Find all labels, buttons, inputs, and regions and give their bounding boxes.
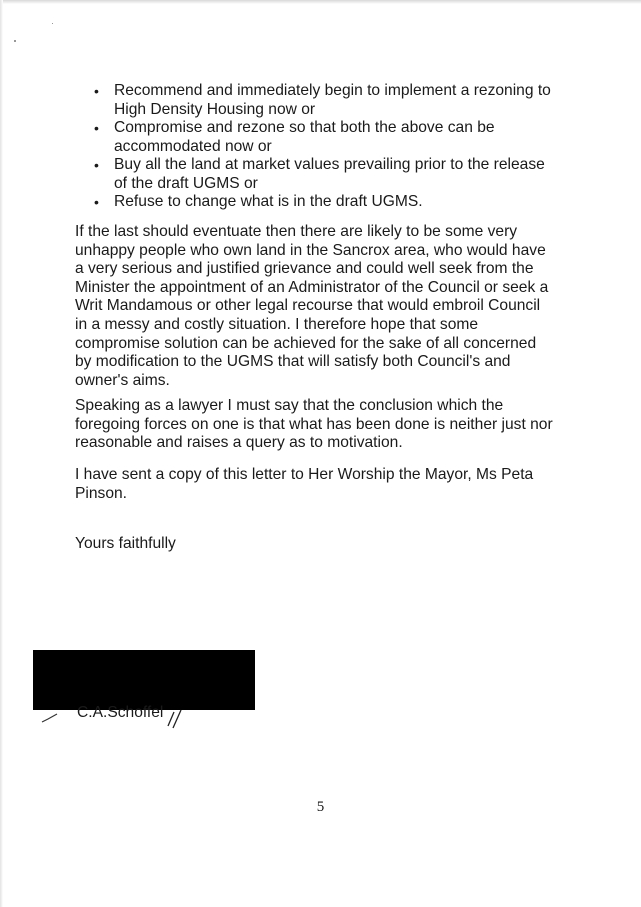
redacted-signature-block [33, 650, 255, 710]
list-item [92, 193, 562, 212]
scan-speck [14, 40, 16, 42]
bullet-icon: • [94, 120, 99, 136]
bullet-icon: • [94, 194, 99, 210]
bullet-icon: • [94, 83, 99, 99]
scan-edge-top [0, 0, 641, 4]
paragraph-grievance: If the last should eventuate then there are likely to be some very unhappy people who own land in the Sancrox area, who would have a very serious and justified grievance and could well seek from the Minister the appointment of an Administrator of the Council or seek a Writ Mandamous or other legal recourse that would embroil Council in a messy and costly situation. I therefore hope that some compromise solution can be achieved for the sake of all concerned by modification to the UGMS that will satisfy both Council's and owner's aims. [75, 223, 549, 389]
list-item-text: Recommend and immediately begin to implement a rezoning to High Density Housing now or [114, 82, 551, 118]
signature-tick-mark [40, 710, 60, 724]
list-item [92, 82, 562, 119]
page-number: 5 [316, 799, 325, 815]
bullet-list [92, 82, 562, 212]
scan-speck [52, 23, 53, 24]
list-item-text: Buy all the land at market values prevailing prior to the release of the draft UGMS or [114, 156, 545, 192]
paragraph-copy-notice: I have sent a copy of this letter to Her Worship the Mayor, Ms Peta Pinson. [75, 466, 534, 502]
bullet-icon: • [94, 157, 99, 173]
closing-salutation: Yours faithfully [75, 535, 176, 552]
list-item-text: Refuse to change what is in the draft UGMS. [114, 193, 423, 210]
list-item [92, 156, 562, 193]
signature-flourish [160, 706, 186, 730]
signatory-name: C.A.Schoffel [77, 704, 164, 721]
list-item-text: Compromise and rezone so that both the above can be accommodated now or [114, 119, 495, 155]
paragraph-conclusion: Speaking as a lawyer I must say that the conclusion which the foregoing forces on one is that what has been done is neither just nor reasonable and raises a query as to motivation. [75, 397, 553, 452]
scan-edge-left [0, 0, 3, 907]
list-item [92, 119, 562, 156]
